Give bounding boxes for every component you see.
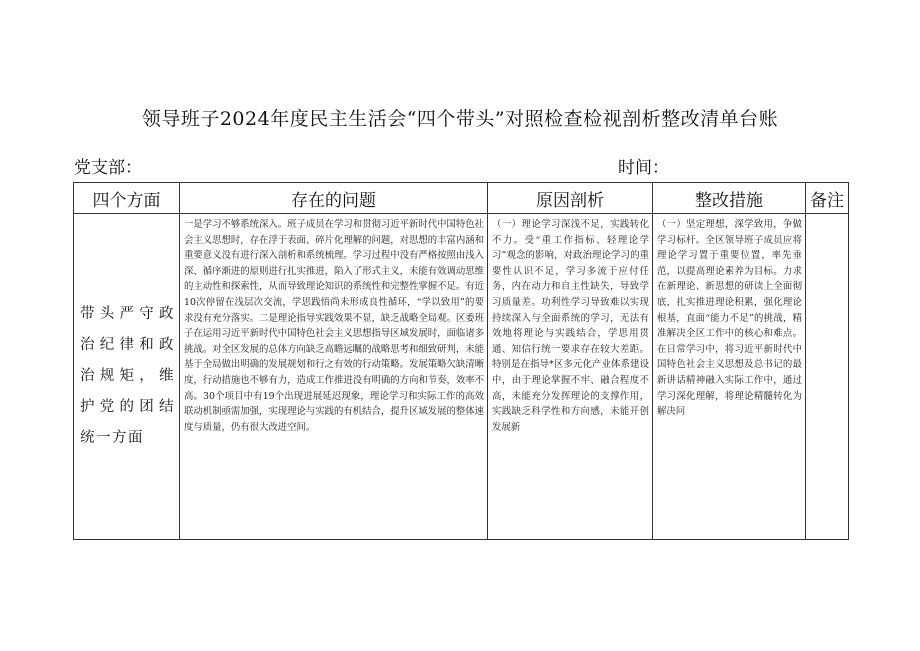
table-header-row [74, 183, 849, 214]
time-label: 时间： [618, 158, 669, 178]
header-notes: 备注 [806, 183, 849, 214]
problem-cell: 一是学习不够系统深入。班子成员在学习和贯彻习近平新时代中国特色社会主义思想时，存在浮于表面、碎片化理解的问题，对思想的丰富内涵和重要意义没有进行深入剖析和系统梳理。学习过程中没有严格按照由浅入深、循序渐进的原则进行扎实推进，陷入了形式主义，未能有效调动思维的主动性和探索性，从而导致理论知识的系统性和完整性掌握不足。有近10次停留在浅层次交流，学思践悟尚未形成良性循环，“学以致用”的要求没有充分落实。二是理论指导实践效果不显，缺乏战略全局观。区委班子在运用习近平新时代中国特色社会主义思想指导区域发展时，面临诸多挑战。对全区发展的总体方向缺乏高瞻远瞩的战略思考和细致研判，未能基于全局做出明确的发展规划和行之有效的行动策略。发展策略欠缺清晰度，行动措施也不够有力，造成工作推进没有明确的方向和节奏，效率不高。30个项目中有19个出现进展延迟现象，理论学习和实际工作的高效联动机制亟需加强，实现理论与实践的有机结合，提升区域发展的整体速度与质量，仍有很大改进空间。 [180, 214, 488, 540]
header-causes: 原因剖析 [488, 183, 653, 214]
rectification-table [73, 182, 849, 540]
branch-label: 党支部： [74, 158, 142, 178]
header-aspects: 四个方面 [74, 183, 180, 214]
table-row [74, 214, 849, 540]
aspect-cell: 带头严守政治纪律和政治规矩，维护党的团结统一方面 [74, 214, 180, 540]
cause-cell: （一）理论学习深浅不足，实践转化不力。受“重工作指标、轻理论学习”观念的影响，对政治理论学习的重要性认识不足，学习多流于应付任务，内在动力和自主性缺失，导致学习质量差。功利性学习导致难以实现持续深入与全面系统的学习，无法有效地将理论与实践结合，学思用贯通、知信行统一要求存在较大差距。特别是在指导*区多元化产业体系建设中，由于理论掌握不牢、融合程度不高，未能充分发挥理论的支撑作用，实践缺乏科学性和方向感，未能开创发展新 [488, 214, 653, 540]
header-measures: 整改措施 [653, 183, 806, 214]
header-problems: 存在的问题 [180, 183, 488, 214]
note-cell [806, 214, 849, 540]
document-title: 领导班子2024年度民主生活会“四个带头”对照检查检视剖析整改清单台账 [141, 108, 779, 130]
measure-cell: （一）坚定理想，深学致用，争做学习标杆。全区领导班子成员应将理论学习置于重要位置，率先垂范，以提高理论素养为目标。力求在新理论、新思想的研读上全面彻底，扎实推进理论积累，强化理论根基，直面“能力不足”的挑战，精准解决全区工作中的核心和难点。在日常学习中，将习近平新时代中国特色社会主义思想及总书记的最新讲话精神融入实际工作中，通过学习深化理解，将理论精髓转化为解决问 [653, 214, 806, 540]
